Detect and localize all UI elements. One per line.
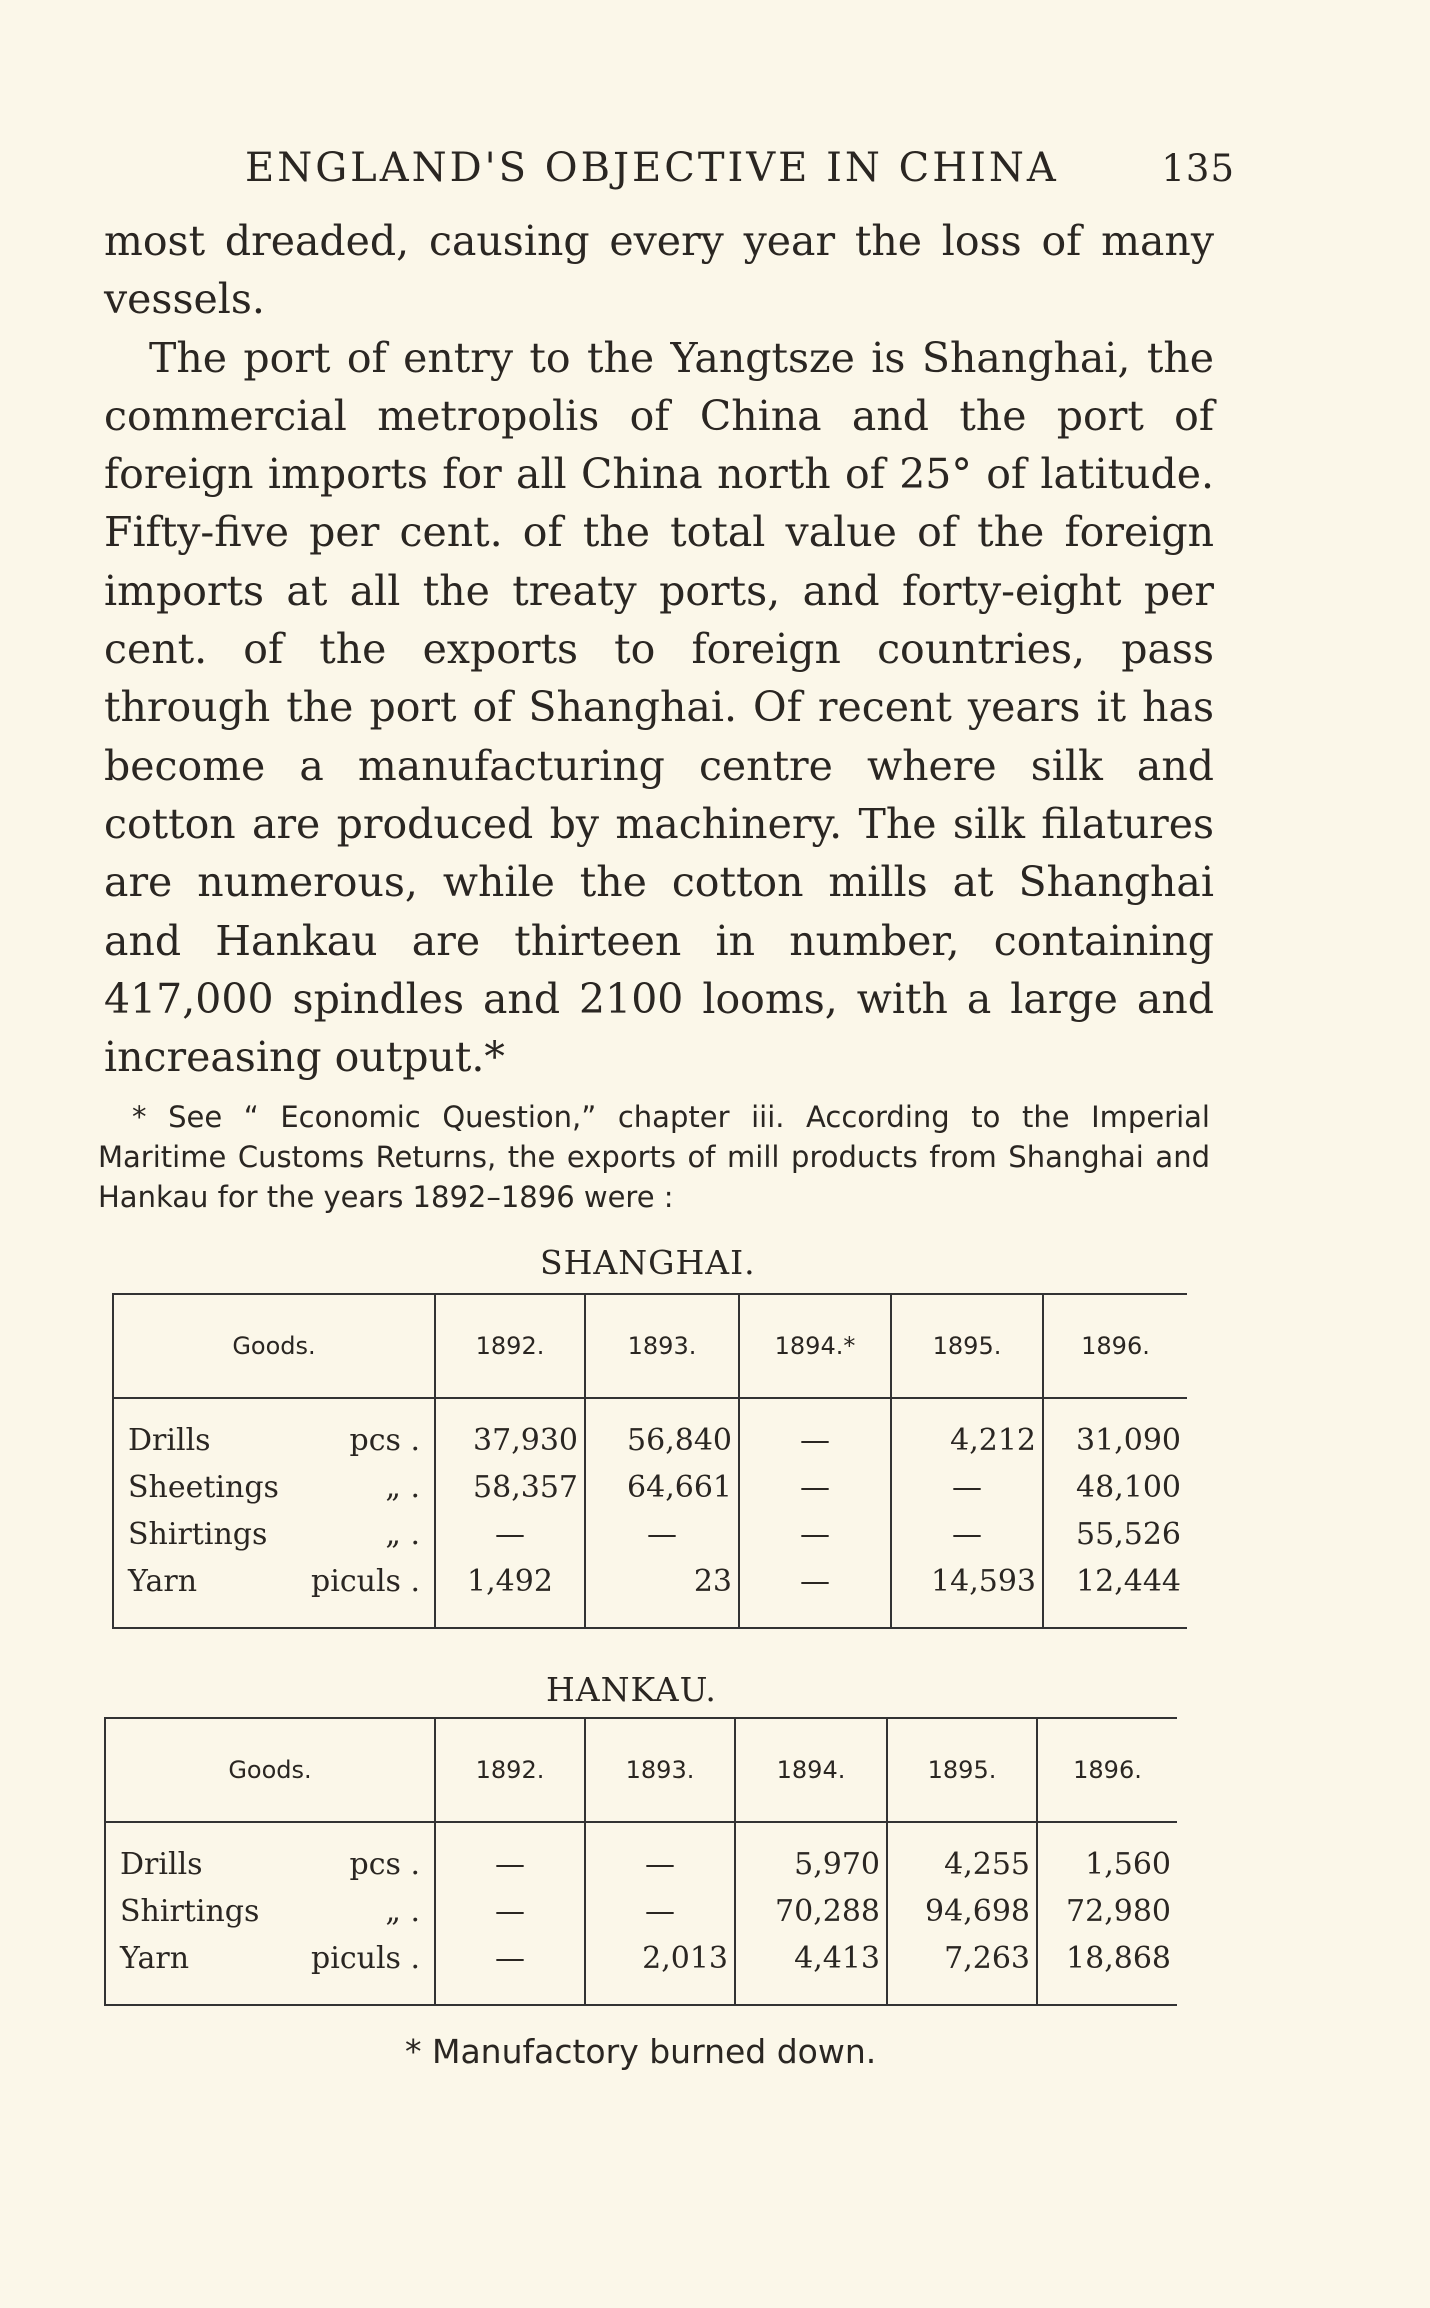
- goods-cell: Sheetings „ .: [128, 1470, 420, 1505]
- column-header-1896: 1896.: [1037, 1718, 1177, 1822]
- table-header-row: [105, 1718, 1177, 1822]
- paragraph-shanghai: The port of entry to the Yangtsze is Shanghai, the commercial metropolis of China and the port of foreign imports for all China north of 25° of latitude. Fifty-five per cent. of the total value of the foreign imports at all the treaty ports, and forty-eight per cent. of the exports to foreign countries, pass through the port of Shanghai. Of recent years it has become a manufacturing centre where silk and cotton are produced by machinery. The silk filatures are numerous, while the cotton mills at Shanghai and Hankau are thirteen in number, containing 417,000 spindles and 2100 looms, with a large and increasing output.*: [104, 333, 1214, 1082]
- value-cell: 70,288: [735, 1888, 887, 1935]
- column-header-1895: 1895.: [887, 1718, 1037, 1822]
- value-cell: —: [739, 1558, 891, 1628]
- value-cell: —: [435, 1888, 585, 1935]
- body-text: [104, 212, 1214, 1086]
- value-cell: 1,492: [435, 1558, 585, 1628]
- value-cell: —: [891, 1464, 1043, 1511]
- shanghai-heading: SHANGHAI.: [540, 1243, 756, 1282]
- value-cell: 4,255: [887, 1822, 1037, 1888]
- value-cell: 2,013: [585, 1935, 735, 2005]
- value-cell: 64,661: [585, 1464, 739, 1511]
- value-cell: 48,100: [1043, 1464, 1187, 1511]
- table-row: [105, 1822, 1177, 1888]
- value-cell: —: [739, 1398, 891, 1464]
- page-number: 135: [1161, 147, 1235, 190]
- value-cell: —: [435, 1822, 585, 1888]
- value-cell: —: [891, 1511, 1043, 1558]
- table-header-row: [113, 1294, 1187, 1398]
- column-header-1892: 1892.: [435, 1294, 585, 1398]
- shanghai-table: [112, 1293, 1187, 1629]
- goods-cell: Shirtings „ .: [120, 1894, 420, 1929]
- column-header-1896: 1896.: [1043, 1294, 1187, 1398]
- running-head: [245, 145, 1235, 195]
- running-title: ENGLAND'S OBJECTIVE IN CHINA: [245, 145, 1059, 191]
- value-cell: 56,840: [585, 1398, 739, 1464]
- value-cell: —: [435, 1935, 585, 2005]
- goods-cell: Yarn piculs .: [128, 1564, 420, 1599]
- hankau-table: [104, 1717, 1177, 2006]
- value-cell: 72,980: [1037, 1888, 1177, 1935]
- value-cell: 37,930: [435, 1398, 585, 1464]
- footnote-text: * See “ Economic Question,” chapter iii. According to the Imperial Maritime Customs Returns, the exports of mill products from Shanghai and Hankau for the years 1892–1896 were :: [98, 1100, 1210, 1214]
- value-cell: —: [585, 1888, 735, 1935]
- value-cell: 23: [585, 1558, 739, 1628]
- column-header-goods: Goods.: [105, 1718, 435, 1822]
- value-cell: 5,970: [735, 1822, 887, 1888]
- value-cell: 94,698: [887, 1888, 1037, 1935]
- value-cell: 4,212: [891, 1398, 1043, 1464]
- value-cell: 12,444: [1043, 1558, 1187, 1628]
- value-cell: 14,593: [891, 1558, 1043, 1628]
- value-cell: —: [585, 1511, 739, 1558]
- value-cell: —: [585, 1822, 735, 1888]
- paragraph-continued: most dreaded, causing every year the loss of many vessels.: [104, 217, 1214, 324]
- table-row: [113, 1558, 1187, 1628]
- table-row: [105, 1888, 1177, 1935]
- goods-cell: Shirtings „ .: [128, 1517, 420, 1552]
- goods-cell: Drills pcs .: [128, 1423, 420, 1458]
- column-header-goods: Goods.: [113, 1294, 435, 1398]
- value-cell: 31,090: [1043, 1398, 1187, 1464]
- footnote: [98, 1097, 1210, 1217]
- column-header-1892: 1892.: [435, 1718, 585, 1822]
- value-cell: —: [739, 1464, 891, 1511]
- goods-cell: Drills pcs .: [120, 1847, 420, 1882]
- value-cell: 1,560: [1037, 1822, 1177, 1888]
- column-header-1895: 1895.: [891, 1294, 1043, 1398]
- value-cell: 18,868: [1037, 1935, 1177, 2005]
- value-cell: —: [739, 1511, 891, 1558]
- column-header-1894: 1894.*: [739, 1294, 891, 1398]
- table-row: [113, 1464, 1187, 1511]
- value-cell: 7,263: [887, 1935, 1037, 2005]
- value-cell: 4,413: [735, 1935, 887, 2005]
- table-row: [105, 1935, 1177, 2005]
- column-header-1894: 1894.: [735, 1718, 887, 1822]
- manufactory-note: * Manufactory burned down.: [405, 2032, 877, 2071]
- column-header-1893: 1893.: [585, 1294, 739, 1398]
- table-row: [113, 1511, 1187, 1558]
- column-header-1893: 1893.: [585, 1718, 735, 1822]
- value-cell: —: [435, 1511, 585, 1558]
- hankau-heading: HANKAU.: [546, 1670, 717, 1709]
- table-row: [113, 1398, 1187, 1464]
- value-cell: 55,526: [1043, 1511, 1187, 1558]
- goods-cell: Yarn piculs .: [120, 1941, 420, 1976]
- value-cell: 58,357: [435, 1464, 585, 1511]
